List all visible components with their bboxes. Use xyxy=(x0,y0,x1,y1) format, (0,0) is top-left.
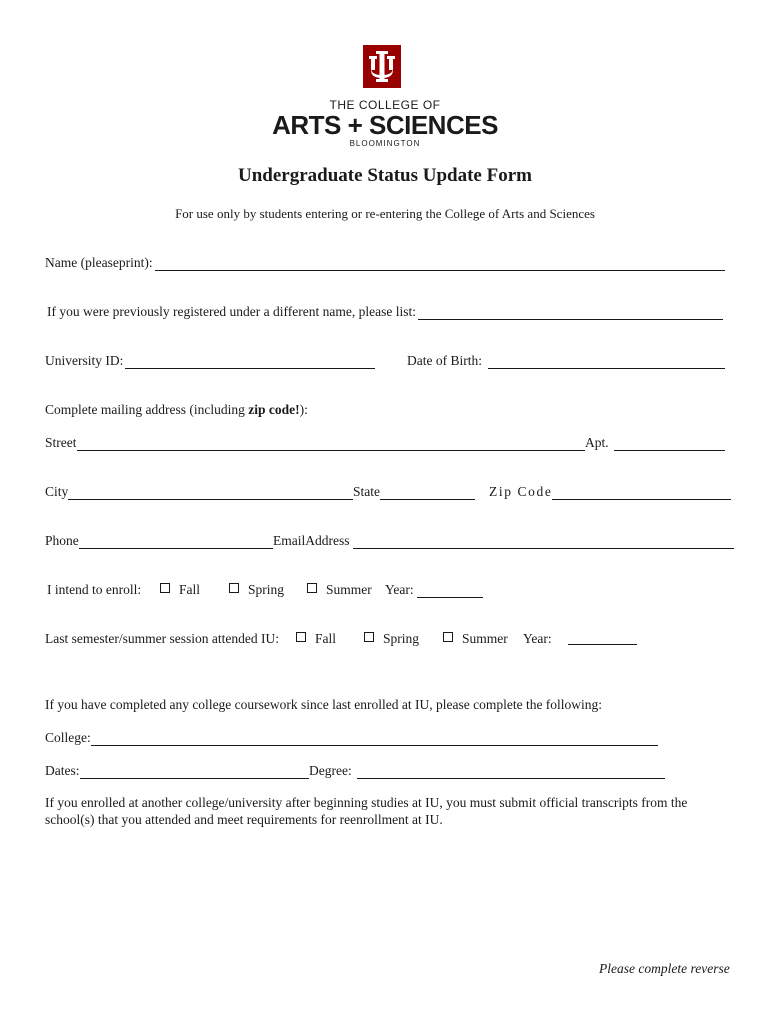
enroll-spring-checkbox[interactable] xyxy=(229,583,239,593)
street-input[interactable] xyxy=(77,438,586,451)
city-input[interactable] xyxy=(68,487,353,500)
phone-label: Phone xyxy=(45,533,79,548)
enroll-spring-option[interactable]: Spring xyxy=(229,582,284,598)
last-summer-option[interactable]: Summer xyxy=(443,631,508,647)
dob-input[interactable] xyxy=(488,356,725,369)
zip-label: Zip Code xyxy=(489,484,553,499)
degree-label: Degree: xyxy=(309,763,352,778)
previous-name-label: If you were previously registered under a different name, please list: xyxy=(47,304,416,319)
logo-bloomington: BLOOMINGTON xyxy=(349,139,421,148)
transcript-note-line2: school(s) that you attended and meet requirements for reenrollment at IU. xyxy=(45,812,443,827)
mailing-address-label: Complete mailing address (including zip code!): xyxy=(45,402,308,417)
logo-college-of: THE COLLEGE OF xyxy=(329,98,441,112)
last-year-input[interactable] xyxy=(568,632,637,645)
zip-input[interactable] xyxy=(552,487,731,500)
state-label: State xyxy=(353,484,380,499)
enroll-fall-option[interactable]: Fall xyxy=(160,582,200,598)
email-label: EmailAddress xyxy=(273,533,350,548)
name-input[interactable] xyxy=(155,258,725,271)
university-id-label: University ID: xyxy=(45,353,124,368)
apt-label: Apt. xyxy=(585,435,609,450)
name-label: Name (pleaseprint): xyxy=(45,255,153,270)
email-row xyxy=(273,533,734,549)
enroll-fall-checkbox[interactable] xyxy=(160,583,170,593)
enroll-year-label: Year: xyxy=(385,582,414,597)
email-input[interactable] xyxy=(353,536,735,549)
college-input[interactable] xyxy=(91,733,658,746)
college-row xyxy=(45,730,658,746)
state-row xyxy=(353,484,475,500)
college-label: College: xyxy=(45,730,91,745)
last-fall-checkbox[interactable] xyxy=(296,632,306,642)
university-id-row xyxy=(45,353,375,369)
last-fall-option[interactable]: Fall xyxy=(296,631,336,647)
phone-row xyxy=(45,533,273,549)
city-row xyxy=(45,484,353,500)
iu-trident-logo xyxy=(363,45,401,88)
dob-row xyxy=(407,353,725,369)
zip-code-emphasis: zip code! xyxy=(248,402,300,417)
previous-name-row xyxy=(47,304,723,320)
previous-name-input[interactable] xyxy=(418,307,723,320)
last-summer-checkbox[interactable] xyxy=(443,632,453,642)
enroll-label: I intend to enroll: xyxy=(47,582,142,597)
city-label: City xyxy=(45,484,69,499)
enroll-year-input[interactable] xyxy=(417,585,483,598)
street-row xyxy=(45,435,585,451)
trident-icon xyxy=(363,45,401,88)
state-input[interactable] xyxy=(380,487,475,500)
enroll-summer-option[interactable]: Summer xyxy=(307,582,372,598)
please-complete-reverse: Please complete reverse xyxy=(599,961,730,976)
dates-input[interactable] xyxy=(80,766,310,779)
degree-input[interactable] xyxy=(357,766,665,779)
form-title: Undergraduate Status Update Form xyxy=(238,165,532,186)
enroll-summer-checkbox[interactable] xyxy=(307,583,317,593)
form-subtitle: For use only by students entering or re-entering the College of Arts and Sciences xyxy=(175,206,595,221)
enroll-year-row xyxy=(385,582,483,598)
coursework-intro: If you have completed any college coursework since last enrolled at IU, please complete the following: xyxy=(45,697,603,712)
dob-label: Date of Birth: xyxy=(407,353,482,368)
university-id-input[interactable] xyxy=(125,356,375,369)
phone-input[interactable] xyxy=(79,536,273,549)
apt-input[interactable] xyxy=(614,438,725,451)
last-semester-label: Last semester/summer session attended IU: xyxy=(45,631,279,646)
dates-row xyxy=(45,763,309,779)
zip-row xyxy=(489,484,731,500)
logo-arts-sciences: ARTS + SCIENCES xyxy=(272,110,498,140)
name-row xyxy=(45,255,725,271)
transcript-note-line1: If you enrolled at another college/university after beginning studies at IU, you must submit official transcripts from the xyxy=(45,795,688,810)
degree-row xyxy=(309,763,665,779)
last-spring-checkbox[interactable] xyxy=(364,632,374,642)
last-year-label: Year: xyxy=(523,631,552,646)
apt-row xyxy=(585,435,725,451)
last-spring-option[interactable]: Spring xyxy=(364,631,419,647)
street-label: Street xyxy=(45,435,77,450)
dates-label: Dates: xyxy=(45,763,80,778)
